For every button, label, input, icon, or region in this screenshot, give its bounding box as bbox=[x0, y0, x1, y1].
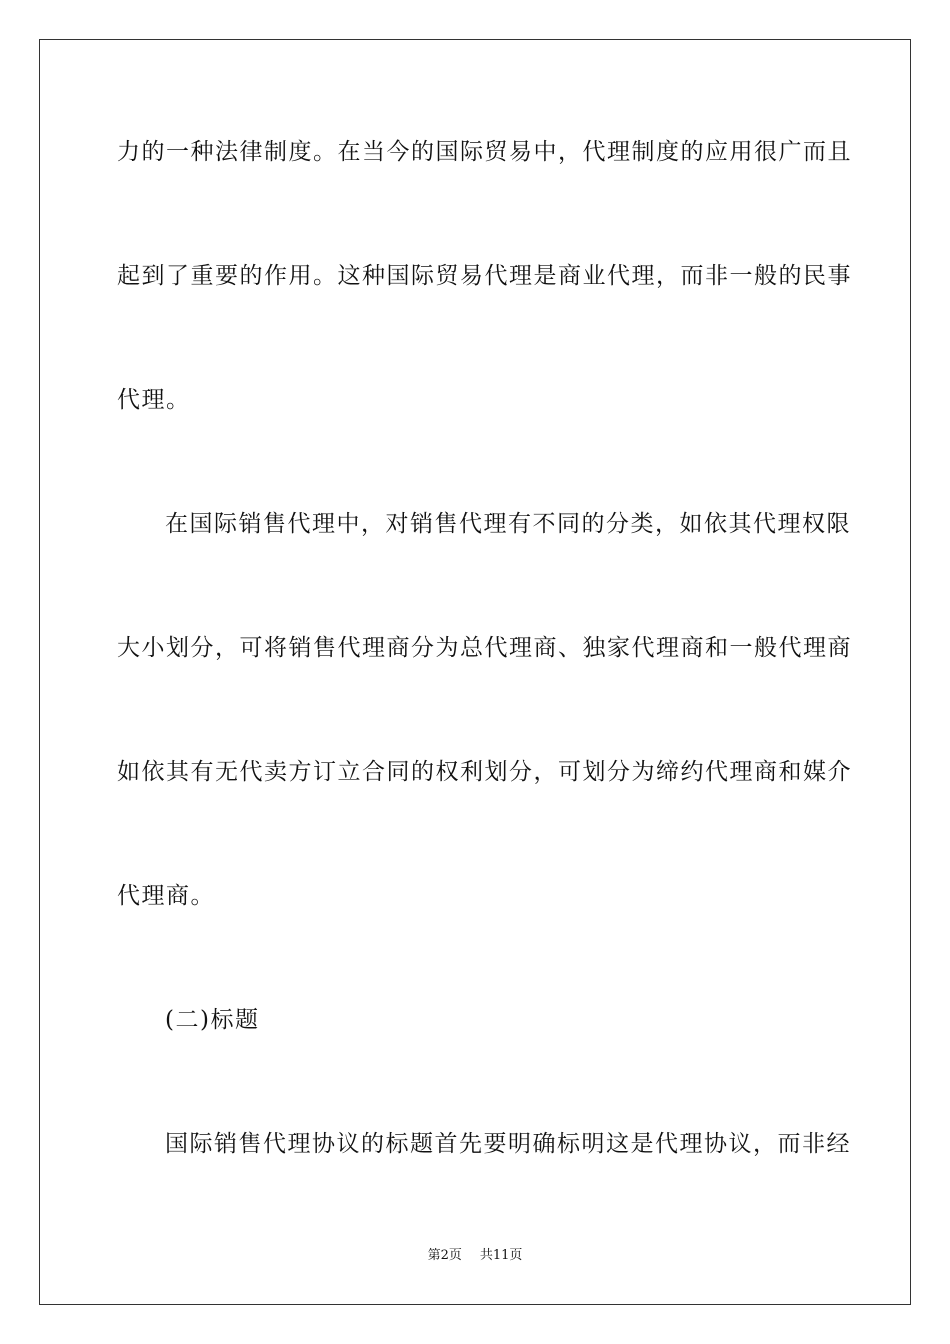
page-border bbox=[39, 39, 911, 1305]
paragraph-line: 力的一种法律制度。在当今的国际贸易中，代理制度的应用很广而且 bbox=[117, 139, 852, 165]
paragraph-line: 起到了重要的作用。这种国际贸易代理是商业代理，而非一般的民事 bbox=[117, 263, 852, 289]
paragraph-line: 如依其有无代卖方订立合同的权利划分，可划分为缔约代理商和媒介 bbox=[117, 759, 852, 785]
page-footer bbox=[0, 1247, 950, 1265]
page-number: 第2页 bbox=[427, 1248, 462, 1263]
paragraph-line: 国际销售代理协议的标题首先要明确标明这是代理协议，而非经 bbox=[165, 1131, 851, 1157]
paragraph-line: 代理。 bbox=[117, 387, 191, 413]
page-total: 共11页 bbox=[479, 1248, 523, 1263]
section-heading: (二)标题 bbox=[165, 1007, 260, 1033]
paragraph-line: 大小划分，可将销售代理商分为总代理商、独家代理商和一般代理商 bbox=[117, 635, 852, 661]
paragraph-line: 代理商。 bbox=[117, 883, 215, 909]
paragraph-line: 在国际销售代理中，对销售代理有不同的分类，如依其代理权限 bbox=[165, 511, 851, 537]
